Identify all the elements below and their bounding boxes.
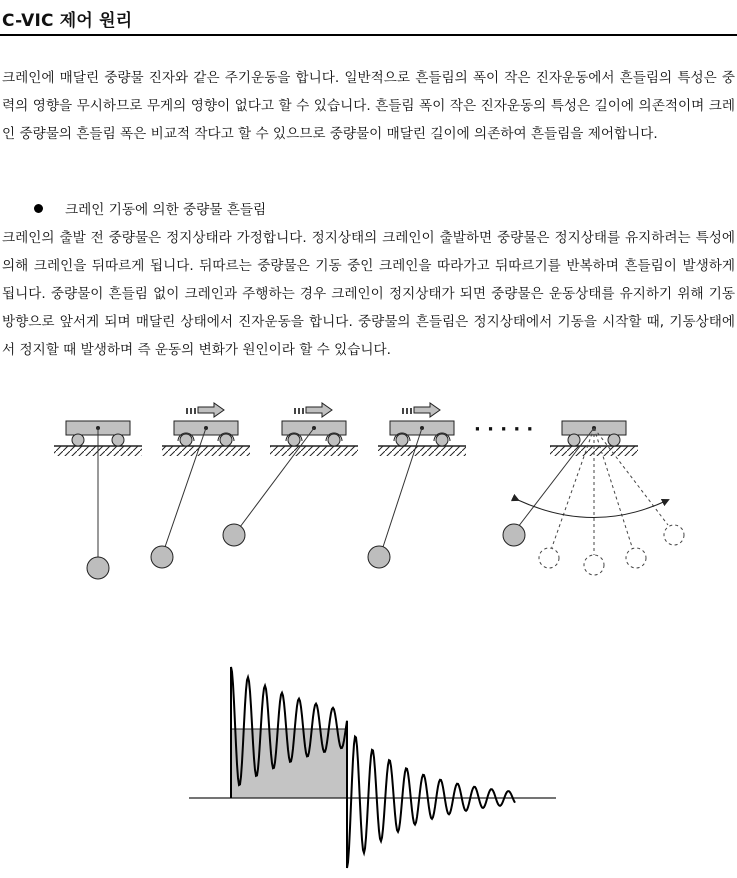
title-underline — [0, 34, 737, 36]
trolley-wheel — [180, 434, 192, 446]
trolley-wheel — [220, 434, 232, 446]
crane-unit-following — [368, 403, 466, 568]
crane-pendulum-diagram — [0, 395, 737, 590]
ground-hatch — [378, 446, 466, 456]
crane-unit-at-rest — [54, 421, 142, 579]
velocity-step-profile — [231, 729, 347, 798]
oscillation-curve — [231, 667, 515, 868]
ground-hatch — [270, 446, 358, 456]
motion-arrow-icon — [402, 403, 440, 417]
trolley-wheel — [72, 434, 84, 446]
trolley-wheel — [288, 434, 300, 446]
swing-arc-arrow — [518, 500, 668, 518]
trolley-wheel — [396, 434, 408, 446]
bullet-dot-icon — [34, 204, 43, 213]
rope — [518, 428, 594, 527]
trolley-wheel — [328, 434, 340, 446]
load-weight — [87, 557, 109, 579]
ground-hatch — [162, 446, 250, 456]
load-weight — [503, 524, 525, 546]
sway-oscillation-graph — [0, 655, 737, 878]
trolley-wheel — [608, 434, 620, 446]
intro-paragraph: 크레인에 매달린 중량물 진자와 같은 주기운동을 합니다. 일반적으로 흔들림의 폭이 작은 진자운동에서 흔들림의 특성은 중력의 영향을 무시하므로 무게의 영향이 없다고 할 수 있습니다. 흔들림 폭이 작은 진자운동의 특성은 길이에 의존적이며 크레인 중량물의 흔들림 폭은 비교적 작다고 할 수 있으므로 중량물이 매달린 길이에 의존하여 흔들림을 제어합니다. — [2, 70, 735, 142]
motion-arrow-icon — [294, 403, 332, 417]
motion-arrow-icon — [186, 403, 224, 417]
rope — [240, 428, 314, 527]
sequence-ellipsis: · · · · · — [474, 419, 534, 440]
trolley-wheel — [436, 434, 448, 446]
subsection-paragraph: 크레인의 출발 전 중량물은 정지상태라 가정합니다. 정지상태의 크레인이 출발하면 중량물은 정지상태를 유지하려는 특성에 의해 크레인을 뒤따르게 됩니다. 뒤따르는 중량물은 기동 중인 크레인을 따라가고 뒤따르기를 반복하며 흔들림이 발생하게 됩니다. 중량물이 흔들림 없이 크레인과 주행하는 경우 크레인이 정지상태가 되면 중량물은 운동상태를 유지하기 위해 기동방향으로 앞서게 되며 매달린 상태에서 진자운동을 합니다. 중량물의 흔들림은 정지상태에서 기동을 시작할 때, 기동상태에서 정지할 때 발생하며 즉 운동의 변화가 원인이라 할 수 있습니다. — [2, 230, 735, 358]
trolley-wheel — [112, 434, 124, 446]
load-weight — [223, 524, 245, 546]
crane-unit-accelerating — [223, 403, 358, 546]
bullet-heading — [2, 196, 266, 224]
trolley-wheel — [568, 434, 580, 446]
crane-unit-stopped-swinging — [503, 421, 684, 575]
bullet-heading-label: 크레인 기동에 의한 중량물 흔들림 — [65, 202, 267, 218]
load-weight — [368, 546, 390, 568]
section-title: C-VIC 제어 원리 — [2, 11, 133, 31]
load-weight — [151, 546, 173, 568]
